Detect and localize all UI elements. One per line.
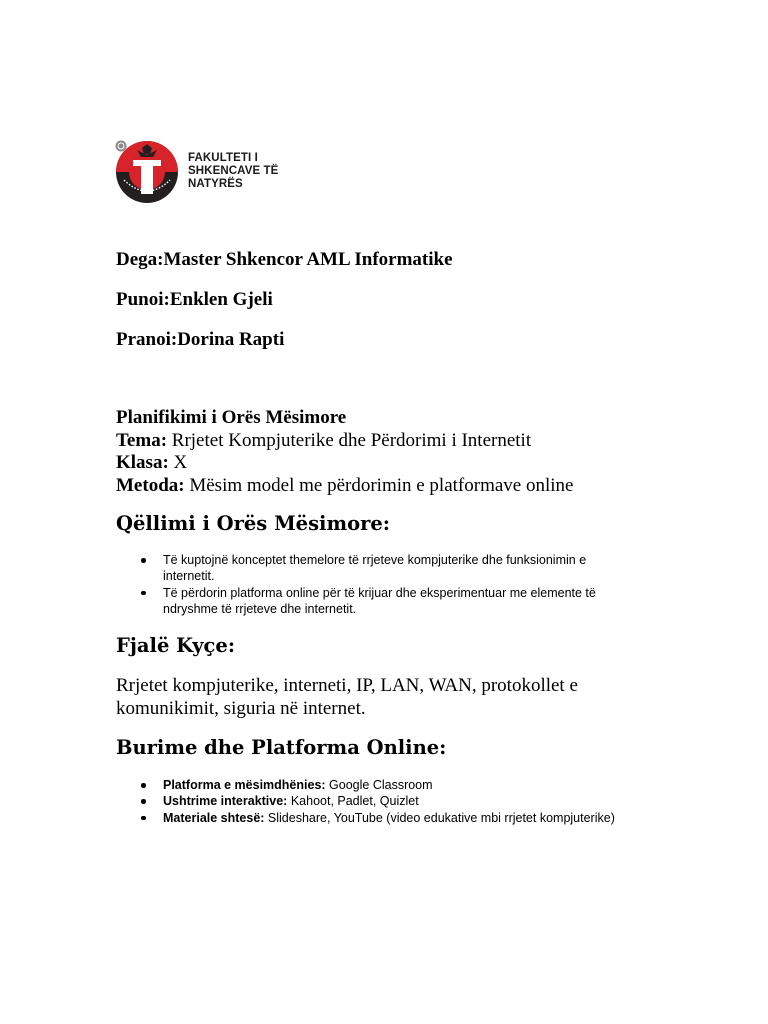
resource-value: Slideshare, YouTube (video edukative mbi rrjetet kompjuterike) <box>264 810 615 825</box>
method-label: Metoda: <box>116 474 185 496</box>
resources-heading: Burime dhe Platforma Online: <box>116 736 447 759</box>
resource-label: Ushtrime interaktive: <box>163 794 288 809</box>
resources-list <box>116 777 636 826</box>
resource-value: Google Classroom <box>325 778 433 792</box>
keywords-heading: Fjalë Kyçe: <box>116 634 236 657</box>
topic-value: Rrjetet Kompjuterike dhe Përdorimi i Internetit <box>167 429 532 451</box>
list-item <box>116 777 636 793</box>
class-value: X <box>168 452 188 473</box>
topic-row <box>116 430 573 453</box>
list-item: Të përdorin platforma online për të krijuar dhe eksperimentuar me elemente të ndryshme të rrjeteve dhe internetit. <box>116 585 636 618</box>
logo-line-1: FAKULTETI I <box>188 152 258 164</box>
lesson-plan-header <box>116 407 573 497</box>
faculty-logo <box>115 140 279 212</box>
resource-label: Materiale shtesë: <box>163 810 265 825</box>
list-item <box>116 810 636 826</box>
reviewer-line: Pranoi:Dorina Rapti <box>116 329 285 350</box>
objectives-heading: Qëllimi i Orës Mësimore: <box>116 512 390 535</box>
resource-value: Kahoot, Padlet, Quizlet <box>287 794 419 809</box>
logo-line-2: SHKENCAVE TË <box>188 165 279 177</box>
plan-title: Planifikimi i Orës Mësimore <box>116 407 347 428</box>
method-value: Mësim model me përdorimin e platformave online <box>184 474 574 496</box>
author-line: Punoi:Enklen Gjeli <box>116 289 273 310</box>
objectives-list <box>116 552 636 617</box>
list-item: Të kuptojnë konceptet themelore të rrjeteve kompjuterike dhe funksionimin e internetit. <box>116 552 636 585</box>
logo-line-3: NATYRËS <box>188 178 243 190</box>
method-row <box>116 475 573 498</box>
department-line: Dega:Master Shkencor AML Informatike <box>116 249 453 270</box>
class-row <box>116 452 573 475</box>
small-emblem-icon <box>115 140 127 152</box>
logo-wordmark <box>188 152 278 191</box>
class-label: Klasa: <box>116 452 169 473</box>
resource-label: Platforma e mësimdhënies: <box>163 778 326 792</box>
list-item <box>116 793 636 809</box>
topic-label: Tema: <box>116 429 168 451</box>
keywords-text: Rrjetet kompjuterike, interneti, IP, LAN, WAN, protokollet e komunikimit, siguria në internet. <box>116 675 578 719</box>
